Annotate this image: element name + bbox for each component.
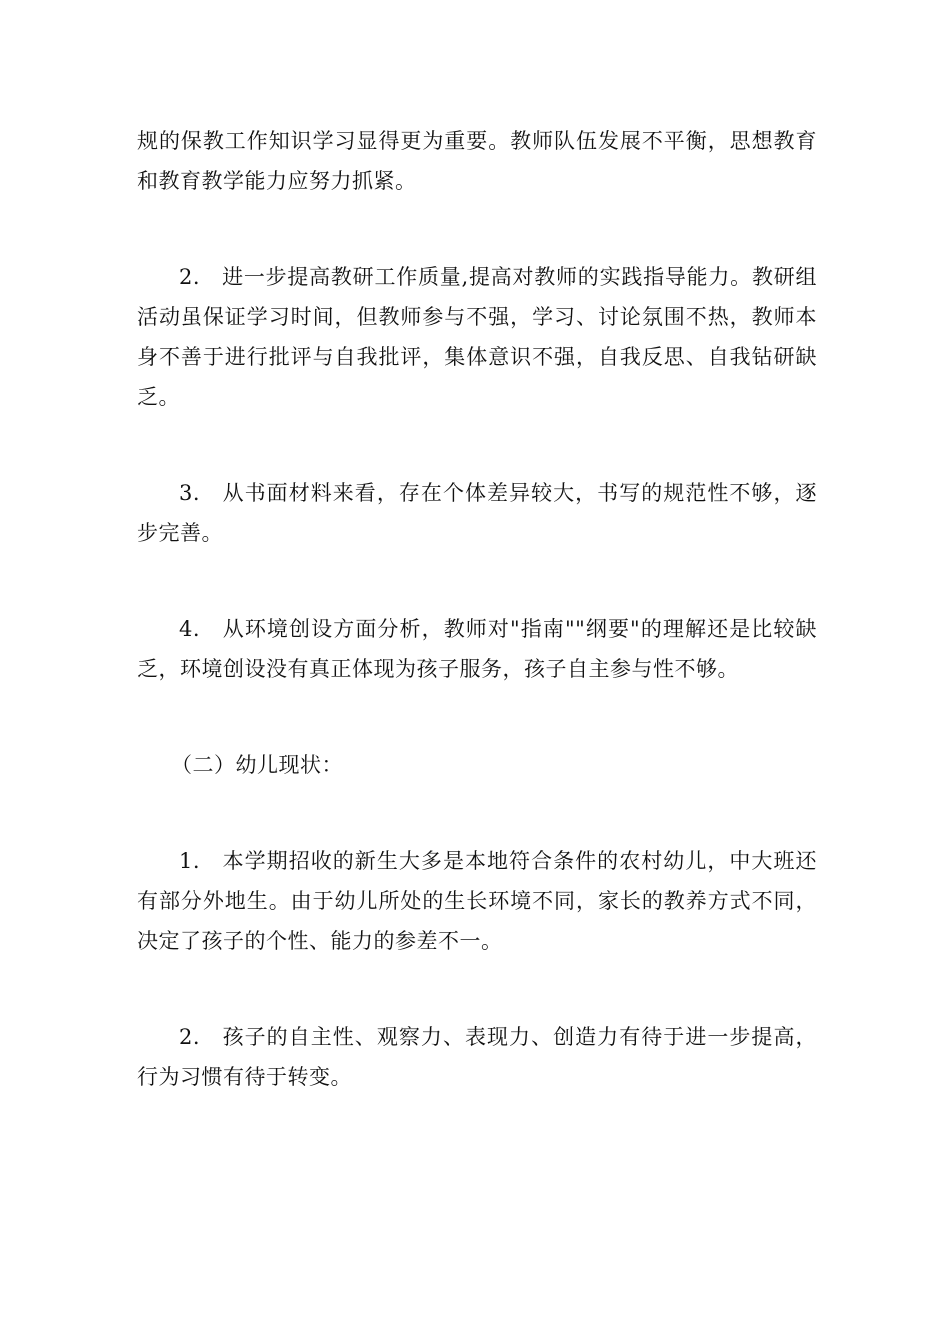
- paragraph-item-2-teaching-research: 2. 进一步提高教研工作质量,提高对教师的实践指导能力。教研组活动虽保证学习时间，但教师参与不强，学习、讨论氛围不热，教师本身不善于进行批评与自我批评，集体意识不强，自我反思、自我钻研缺乏。: [137, 265, 817, 409]
- paragraph-item-2-children-ability: 2. 孩子的自主性、观察力、表现力、创造力有待于进一步提高，行为习惯有待于转变。: [137, 1025, 817, 1089]
- paragraph-continuation: 规的保教工作知识学习显得更为重要。教师队伍发展不平衡，思想教育和教育教学能力应努力抓紧。: [137, 129, 817, 193]
- paragraph-item-1-new-students: 1. 本学期招收的新生大多是本地符合条件的农村幼儿，中大班还有部分外地生。由于幼儿所处的生长环境不同，家长的教养方式不同，决定了孩子的个性、能力的参差不一。: [137, 849, 817, 953]
- paragraph-item-4-environment: 4. 从环境创设方面分析，教师对"指南""纲要"的理解还是比较缺乏，环境创设没有真正体现为孩子服务，孩子自主参与性不够。: [137, 617, 817, 681]
- section-heading-children-status: （二）幼儿现状：: [171, 753, 343, 777]
- document-body: [137, 121, 817, 1153]
- paragraph-item-3-written-materials: 3. 从书面材料来看，存在个体差异较大，书写的规范性不够，逐步完善。: [137, 481, 817, 545]
